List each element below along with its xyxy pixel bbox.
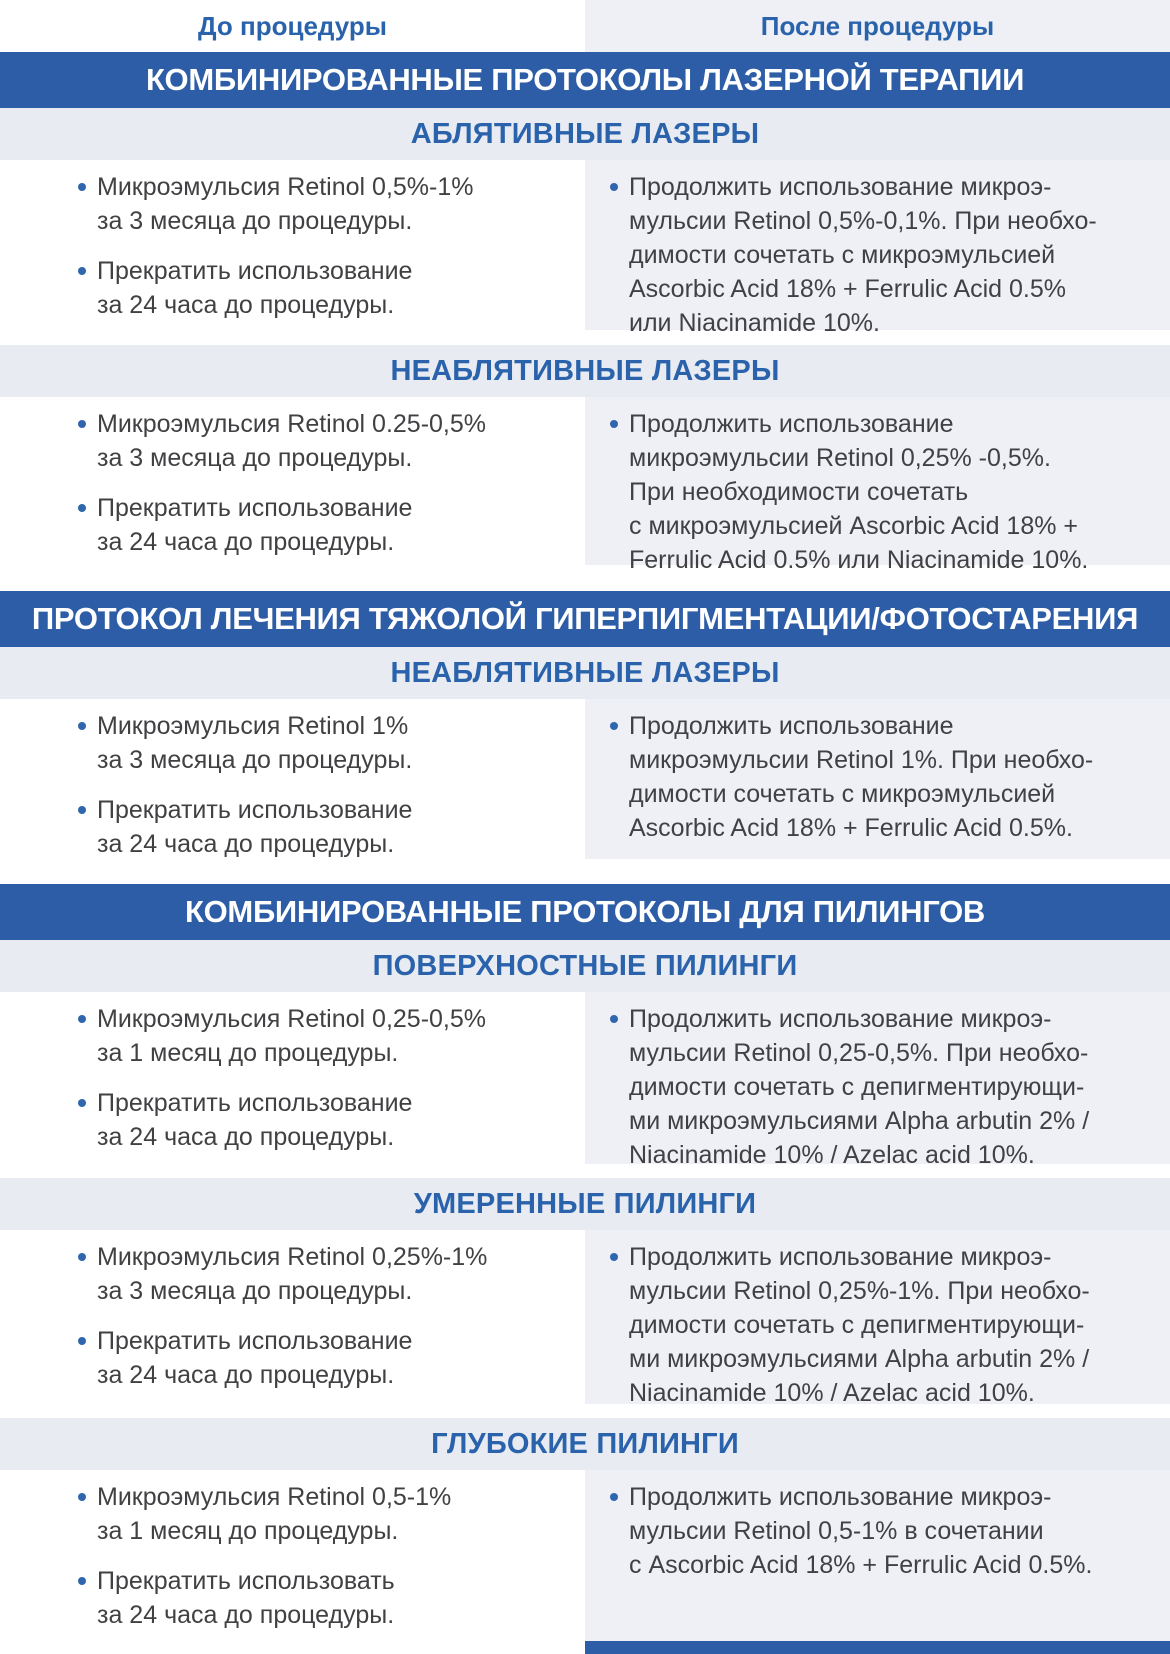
bullet-icon [78, 1577, 86, 1585]
list-item [78, 1086, 555, 1154]
list-item-text: Прекратить использование за 24 часа до процедуры. [97, 494, 413, 556]
list-item [610, 407, 1135, 577]
bullet-icon [610, 420, 618, 428]
bullet-icon [78, 504, 86, 512]
before-list [0, 1230, 585, 1404]
bottom-strip-right [585, 1641, 1170, 1654]
list-item-text: Микроэмульсия Retinol 0,5%-1% за 3 месяца до процедуры. [97, 173, 474, 235]
subsection-heading-deep-peels: ГЛУБОКИЕ ПИЛИНГИ [0, 1418, 1170, 1470]
list-item-text: Прекратить использование за 24 часа до процедуры. [97, 796, 413, 858]
section-body-non-ablative [0, 397, 1170, 574]
list-item-text: Продолжить использование микроэ- мульсии Retinol 0,5%-0,1%. При необхо- димости сочетать с микроэмульсией Ascorbic Acid 18% + Ferrulic Acid 0.5% или Niacinamide 10%. [629, 173, 1097, 337]
subsection-heading-non-ablative-2: НЕАБЛЯТИВНЫЕ ЛАЗЕРЫ [0, 647, 1170, 699]
subsection-heading-superficial-peels: ПОВЕРХНОСТНЫЕ ПИЛИНГИ [0, 940, 1170, 992]
list-item [78, 1002, 555, 1070]
list-item [610, 709, 1135, 845]
list-item [78, 1480, 555, 1548]
after-list [585, 1230, 1170, 1407]
before-list [0, 699, 585, 859]
bullet-icon [78, 420, 86, 428]
bottom-strip-left [0, 1641, 585, 1654]
bullet-icon [78, 183, 86, 191]
bullet-icon [78, 267, 86, 275]
section-body-moderate-peels [0, 1230, 1170, 1407]
after-list [585, 699, 1170, 859]
list-item-text: Микроэмульсия Retinol 0,25-0,5% за 1 месяц до процедуры. [97, 1005, 487, 1067]
list-item [78, 709, 555, 777]
list-item-text: Микроэмульсия Retinol 0.25-0,5% за 3 месяца до процедуры. [97, 410, 487, 472]
bullet-icon [78, 722, 86, 730]
list-item [610, 1240, 1135, 1410]
after-list [585, 160, 1170, 337]
bullet-icon [78, 806, 86, 814]
after-list [585, 397, 1170, 574]
list-item [78, 170, 555, 238]
list-item-text: Прекратить использование за 24 часа до процедуры. [97, 257, 413, 319]
list-item [78, 793, 555, 861]
section-banner-laser-therapy: КОМБИНИРОВАННЫЕ ПРОТОКОЛЫ ЛАЗЕРНОЙ ТЕРАПИИ [0, 52, 1170, 108]
before-list [0, 1470, 585, 1641]
list-item-text: Продолжить использование микроэ- мульсии Retinol 0,25%-1%. При необхо- димости сочетать с депигментирующи- ми микроэмульсиями Alpha arbutin 2% / Niacinamide 10% / Azelac acid 10%. [629, 1243, 1090, 1407]
list-item [610, 170, 1135, 340]
section-banner-peelings: КОМБИНИРОВАННЫЕ ПРОТОКОЛЫ ДЛЯ ПИЛИНГОВ [0, 884, 1170, 940]
before-list [0, 992, 585, 1164]
column-header-before: До процедуры [198, 10, 387, 41]
bullet-icon [610, 1253, 618, 1261]
section-body-superficial-peels [0, 992, 1170, 1169]
bottom-banner-strip [0, 1641, 1170, 1654]
column-header-after: После процедуры [585, 0, 1170, 52]
list-item-text: Микроэмульсия Retinol 1% за 3 месяца до процедуры. [97, 712, 413, 774]
section-banner-hyperpigmentation: ПРОТОКОЛ ЛЕЧЕНИЯ ТЯЖОЛОЙ ГИПЕРПИГМЕНТАЦИИ/ФОТОСТАРЕНИЯ [0, 591, 1170, 647]
list-item [78, 1564, 555, 1632]
list-item [78, 1240, 555, 1308]
before-list [0, 160, 585, 330]
bullet-icon [610, 183, 618, 191]
list-item-text: Прекратить использование за 24 часа до процедуры. [97, 1089, 413, 1151]
section-body-deep-peels [0, 1470, 1170, 1641]
list-item [610, 1480, 1135, 1582]
section-body-non-ablative-2 [0, 699, 1170, 859]
bullet-icon [610, 722, 618, 730]
bullet-icon [610, 1015, 618, 1023]
bullet-icon [78, 1493, 86, 1501]
subsection-heading-moderate-peels: УМЕРЕННЫЕ ПИЛИНГИ [0, 1178, 1170, 1230]
bullet-icon [610, 1493, 618, 1501]
list-item [78, 1324, 555, 1392]
bullet-icon [78, 1337, 86, 1345]
bullet-icon [78, 1253, 86, 1261]
subsection-heading-ablative: АБЛЯТИВНЫЕ ЛАЗЕРЫ [0, 108, 1170, 160]
list-item-text: Продолжить использование микроэмульсии Retinol 0,25% -0,5%. При необходимости сочетать с микроэмульсией Ascorbic Acid 18% + Ferrulic Acid 0.5% или Niacinamide 10%. [629, 410, 1089, 574]
list-item [78, 254, 555, 322]
list-item-text: Прекратить использование за 24 часа до процедуры. [97, 1327, 413, 1389]
list-item-text: Микроэмульсия Retinol 0,25%-1% за 3 месяца до процедуры. [97, 1243, 488, 1305]
list-item [78, 407, 555, 475]
column-headers [0, 0, 1170, 52]
after-list [585, 992, 1170, 1169]
list-item-text: Продолжить использование микроэ- мульсии Retinol 0,5-1% в сочетании с Ascorbic Acid 18% + Ferrulic Acid 0.5%. [629, 1483, 1093, 1579]
list-item-text: Продолжить использование микроэмульсии Retinol 1%. При необхо- димости сочетать с микроэмульсией Ascorbic Acid 18% + Ferrulic Acid 0.5%. [629, 712, 1094, 842]
before-list [0, 397, 585, 565]
section-body-ablative [0, 160, 1170, 337]
list-item-text: Продолжить использование микроэ- мульсии Retinol 0,25-0,5%. При необхо- димости сочетать с депигментирующи- ми микроэмульсиями Alpha arbutin 2% / Niacinamide 10% / Azelac acid 10%. [629, 1005, 1090, 1169]
list-item [78, 491, 555, 559]
list-item-text: Микроэмульсия Retinol 0,5-1% за 1 месяц до процедуры. [97, 1483, 452, 1545]
subsection-heading-non-ablative: НЕАБЛЯТИВНЫЕ ЛАЗЕРЫ [0, 345, 1170, 397]
spacer [0, 859, 1170, 884]
list-item-text: Прекратить использовать за 24 часа до процедуры. [97, 1567, 395, 1629]
after-list [585, 1470, 1170, 1641]
bullet-icon [78, 1099, 86, 1107]
bullet-icon [78, 1015, 86, 1023]
list-item [610, 1002, 1135, 1172]
